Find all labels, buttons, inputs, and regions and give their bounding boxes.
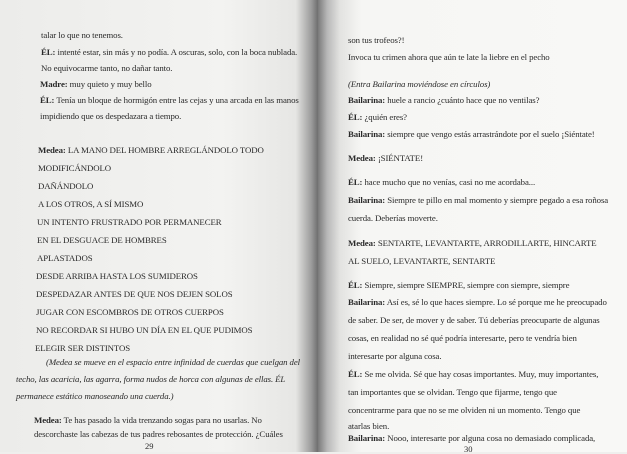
- text-line: talar lo que no tenemos.: [41, 30, 123, 40]
- stage-direction: (Medea se mueve en el espacio entre infinidad de cuerdas que cuelgan del: [46, 357, 301, 367]
- text-line: interesarte por alguna cosa.: [348, 351, 442, 361]
- dialogue-line: Medea: ¡SIÉNTATE!: [348, 153, 424, 163]
- text-line: atarlas bien.: [348, 421, 390, 431]
- dialogue-line: Bailarina: Nooo, interesarte por alguna cosa no demasiado complicada,: [348, 433, 596, 443]
- text-line: impidiendo que os despedazara a tiempo.: [40, 111, 182, 121]
- verse-line: JUGAR CON ESCOMBROS DE OTROS CUERPOS: [36, 307, 224, 317]
- dialogue-line: ÉL: ¿quién eres?: [348, 112, 407, 122]
- dialogue-line: Medea: LA MANO DEL HOMBRE ARREGLÁNDOLO TODO: [38, 145, 264, 155]
- dialogue-line: ÉL: Siempre, siempre SIEMPRE, siempre con siempre, siempre: [348, 280, 570, 290]
- stage-direction: techo, las acaricia, las agarra, forma nudos de horca con algunas de ellas. ÉL: [16, 374, 286, 384]
- text-line: AL SUELO, LEVANTARTE, SENTARTE: [348, 256, 496, 266]
- text-line: son tus trofeos?!: [348, 35, 405, 45]
- verse-line: MODIFICÁNDOLO: [38, 163, 111, 173]
- dialogue-line: Medea: SENTARTE, LEVANTARTE, ARRODILLARTE, HINCARTE: [348, 238, 597, 248]
- right-page: [318, 0, 627, 452]
- stage-direction: (Entra Bailarina moviéndose en círculos): [348, 79, 491, 89]
- verse-line: UN INTENTO FRUSTRADO POR PERMANECER: [37, 217, 222, 227]
- verse-line: DESPEDAZAR ANTES DE QUE NOS DEJEN SOLOS: [36, 289, 233, 299]
- dialogue-line: Medea: Te has pasado la vida trenzando sogas para no usarlas. No: [34, 415, 262, 425]
- text-line: Invoca tu crimen ahora que aún te late la liebre en el pecho: [348, 52, 550, 62]
- text-line: de saber. De ser, de mover y de saber. Tú deberías preocuparte de algunas: [348, 315, 600, 325]
- dialogue-line: Bailarina: Siempre te pillo en mal momento y siempre pegado a esa roñosa: [348, 195, 609, 205]
- dialogue-line: Bailarina: Así es, sé lo que haces siempre. Lo sé porque me he preocupado: [348, 297, 607, 307]
- verse-line: A LOS OTROS, A SÍ MISMO: [38, 199, 144, 209]
- verse-line: NO RECORDAR SI HUBO UN DÍA EN EL QUE PUDIMOS: [36, 325, 253, 335]
- dialogue-line: Bailarina: huele a rancio ¿cuánto hace que no ventilas?: [348, 95, 540, 105]
- dialogue-line: Bailarina: siempre que vengo estás arrastrándote por el suelo ¡Siéntate!: [348, 129, 595, 139]
- text-line: concentrarme para que no se me olviden ni un momento. Tengo que: [348, 405, 581, 415]
- text-line: tan importantes que se olvidan. Tengo que fijarme, tengo que: [348, 387, 557, 397]
- verse-line: DAÑÁNDOLO: [38, 181, 94, 191]
- verse-line: DESDE ARRIBA HASTA LOS SUMIDEROS: [36, 271, 198, 281]
- dialogue-line: ÉL: Tenía un bloque de hormigón entre las cejas y una arcada en las manos: [40, 95, 299, 105]
- dialogue-line: ÉL: intenté estar, sin más y no podía. A oscuras, solo, con la boca nublada.: [41, 47, 298, 57]
- stage-direction: permanece estático manoseando una cuerda.): [16, 391, 174, 401]
- text-line: descorchaste las cabezas de tus padres rebosantes de protección. ¿Cuáles: [34, 429, 283, 439]
- text-line: cosas, en realidad no sé qué podría interesarte, pero te vendría bien: [348, 333, 577, 343]
- verse-line: APLASTADOS: [37, 253, 93, 263]
- dialogue-line: ÉL: hace mucho que no venías, casi no me acordaba...: [348, 177, 536, 187]
- dialogue-line: ÉL: Se me olvida. Sé que hay cosas importantes. Muy, muy importantes,: [348, 369, 599, 379]
- text-line: cuerda. Deberías moverte.: [348, 213, 438, 223]
- text-line: No equivocarme tanto, no dañar tanto.: [41, 63, 173, 73]
- page-number: 29: [145, 441, 154, 451]
- verse-line: ELEGIR SER DISTINTOS: [35, 343, 131, 353]
- verse-line: EN EL DESGUACE DE HOMBRES: [37, 235, 167, 245]
- dialogue-line: Madre: muy quieto y muy bello: [40, 79, 152, 89]
- page-number: 30: [464, 444, 473, 454]
